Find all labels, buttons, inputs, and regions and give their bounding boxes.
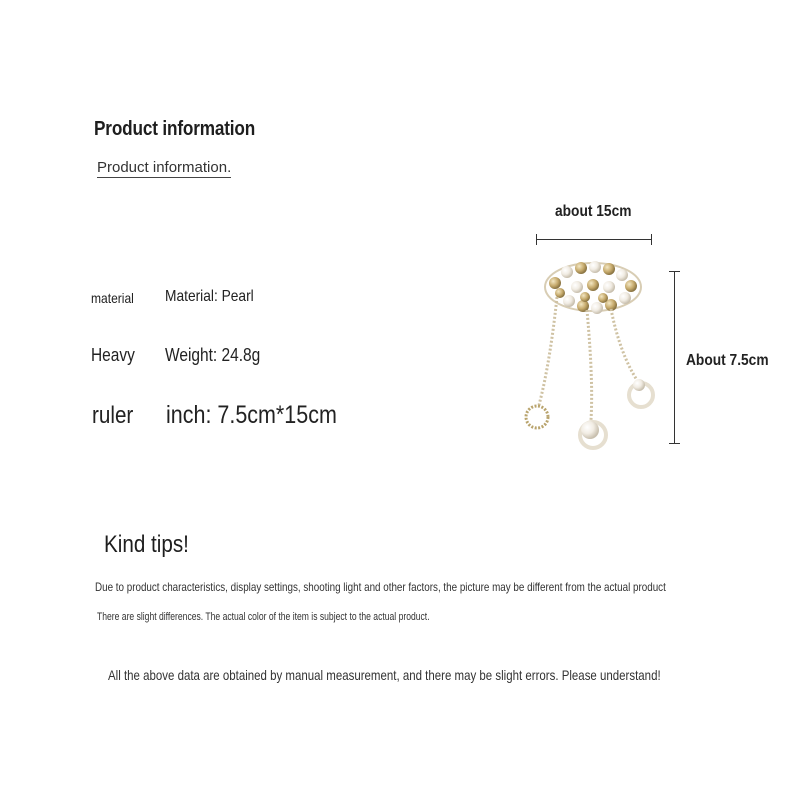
top-cluster — [545, 261, 641, 314]
tassel-strands — [539, 297, 637, 420]
height-dimension-label: About 7.5cm — [686, 352, 769, 369]
tips-text-line-1: Due to product characteristics, display settings, shooting light and other factors, the picture may be different from the actual product — [95, 580, 666, 594]
measurement-note: All the above data are obtained by manual measurement, and there may be slight errors. Please understand! — [108, 667, 661, 683]
spec-value-size: inch: 7.5cm*15cm — [166, 401, 337, 429]
width-dimension-label: about 15cm — [555, 203, 632, 220]
page-subtitle: Product information. — [97, 159, 232, 176]
tips-text-line-2: There are slight differences. The actual color of the item is subject to the actual product. — [97, 611, 430, 623]
kind-tips-heading: Kind tips! — [104, 531, 189, 558]
width-dimension-cap-left — [536, 234, 537, 245]
page-title: Product information — [94, 118, 256, 140]
width-dimension-line — [537, 239, 652, 240]
spec-value-material: Material: Pearl — [165, 288, 254, 305]
spec-label-size: ruler — [92, 402, 134, 429]
width-dimension-cap-right — [651, 234, 652, 245]
tassel-ends — [526, 379, 653, 448]
pearl-jewelry-image — [515, 255, 675, 465]
spec-label-material: material — [91, 290, 134, 306]
spec-value-weight: Weight: 24.8g — [165, 345, 261, 365]
spec-label-weight: Heavy — [91, 345, 135, 365]
